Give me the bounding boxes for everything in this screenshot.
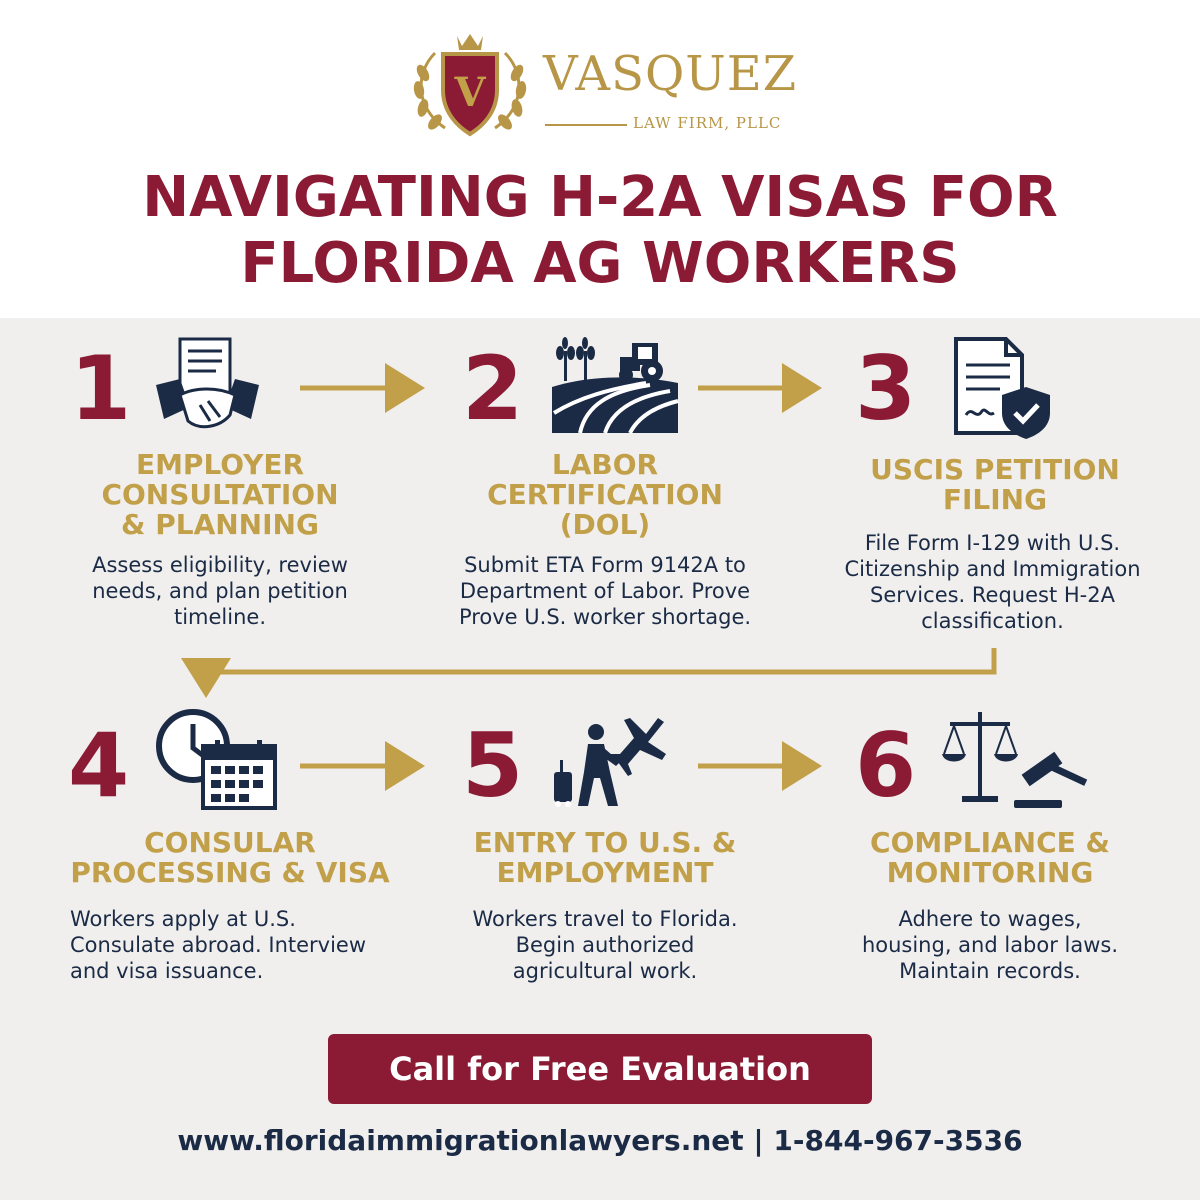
farm-tractor-icon (550, 335, 680, 435)
step-2-number: 2 (462, 337, 524, 440)
traveler-airplane-icon (548, 708, 680, 813)
step-2-title: LABOR CERTIFICATION (DOL) (487, 448, 723, 541)
step-4-number: 4 (68, 714, 130, 817)
step-2-description: Submit ETA Form 9142A to Department of Labor. Prove Prove U.S. worker shortage. (458, 553, 752, 629)
step-3-number: 3 (855, 337, 917, 440)
step-4-description: Workers apply at U.S. Consulate abroad. Interview and visa issuance. (70, 907, 367, 983)
step-5-title: ENTRY TO U.S. & EMPLOYMENT (473, 826, 737, 889)
page-title-line-1: NAVIGATING H-2A VISAS FOR (142, 165, 1058, 230)
emblem-letter: V (454, 69, 486, 116)
step-1-title: EMPLOYER CONSULTATION & PLANNING (101, 448, 339, 541)
step-6-number: 6 (855, 714, 917, 817)
step-6-title: COMPLIANCE & MONITORING (870, 826, 1110, 889)
page-title-line-2: FLORIDA AG WORKERS (240, 231, 960, 296)
firm-name: VASQUEZ (543, 46, 798, 102)
handshake-document-icon (150, 335, 265, 440)
step-3-title: USCIS PETITION FILING (870, 453, 1120, 516)
clock-calendar-icon (155, 708, 280, 813)
step-1-description: Assess eligibility, review needs, and plan petition timeline. (92, 553, 348, 629)
step-5-description: Workers travel to Florida. Begin authorized agricultural work. (472, 907, 738, 983)
step-5-number: 5 (462, 714, 524, 817)
step-6-description: Adhere to wages, housing, and labor laws. Maintain records. (861, 907, 1119, 983)
step-1-number: 1 (70, 337, 132, 440)
arrow-step3-to-step4 (206, 648, 994, 688)
step-3-description: File Form I-129 with U.S. Citizenship and Immigration Services. Request H-2A classification. (844, 531, 1141, 633)
scales-gavel-icon (940, 708, 1095, 813)
call-free-evaluation-button[interactable]: Call for Free Evaluation (328, 1034, 872, 1104)
step-4-title: CONSULAR PROCESSING & VISA (70, 826, 390, 889)
firm-subtitle: LAW FIRM, PLLC (633, 114, 782, 132)
document-shield-icon (950, 335, 1055, 440)
contact-info-footer: www.floridaimmigrationlawyers.net | 1-844-967-3536 (177, 1124, 1023, 1157)
